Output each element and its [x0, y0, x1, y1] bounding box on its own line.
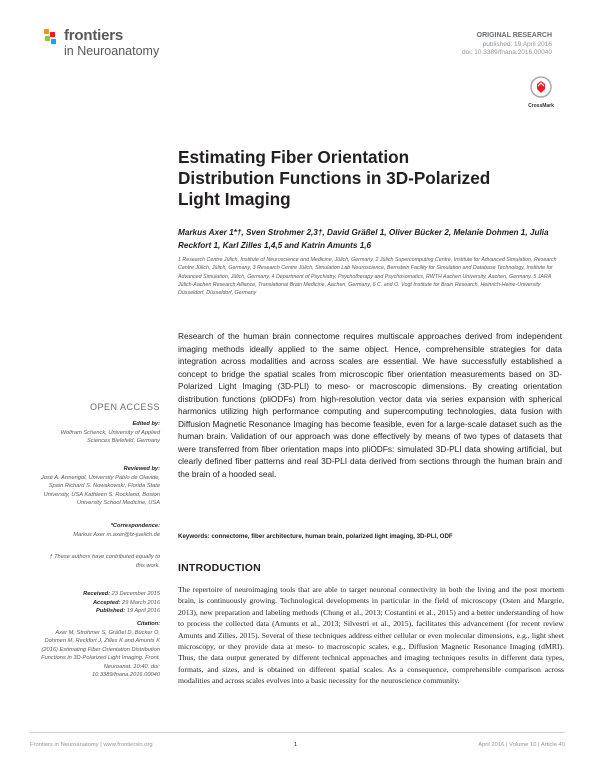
received-date: 23 December 2015: [111, 591, 160, 597]
introduction-paragraph: The repertoire of neuroimaging tools that are able to target neuronal connectivity in both the living and the post mortem brain, is continuously growing. Technological developments in particular in the field of microscopy (Osten and Margrie, 2013), new preparation and labeling methods (Chung et al., 2013; Costantini et al., 2015) and a better understanding of how to process the collected data (Amunts et al., 2013; Silvestri et al., 2015), facilitates this advancement (for recent review Amunts and Zilles, 2015). Several of these techniques address either cellular or even molecular dimensions, e.g., light sheet microscopy, or they provide data at meso- to macroscopic scales, e.g., Diffusion Magnetic Resonance Imaging (dMRI). Thus, the data output generated by different technical approaches and imaging techniques results in different data types, formats, and sizes, and is obtained on different spatial scales. As a consequence, comprehensible comparison across modalities and across scales evolves into a basic necessity for the neuroscience community.: [178, 585, 564, 686]
footer-journal[interactable]: Frontiers in Neuroanatomy | www.frontiersin.org: [30, 742, 153, 748]
edited-by-block: [40, 420, 160, 446]
published-date: published: 19 April 2016: [482, 41, 552, 48]
reviewed-by-block: [40, 465, 160, 508]
author-list: Markus Axer 1*†, Sven Strohmer 2,3†, David Gräßel 1, Oliver Bücker 2, Melanie Dohmen 1, Julia Reckfort 1, Karl Zilles 1,4,5 and Katrin Amunts 1,6: [178, 228, 549, 250]
article-type: ORIGINAL RESEARCH: [476, 32, 552, 39]
crossmark-badge[interactable]: [524, 76, 558, 109]
accepted-label: Accepted:: [92, 599, 121, 606]
accepted-date: 29 March 2016: [122, 599, 160, 606]
crossmark-icon: [530, 76, 552, 98]
citation-label: Citation:: [136, 621, 160, 627]
edited-by-label: Edited by:: [132, 421, 160, 427]
sidebar-published-date: 19 April 2016: [126, 608, 160, 614]
frontiers-logo-icon: [42, 27, 62, 47]
correspondence-info[interactable]: Markus Axer m.axer@fz-juelich.de: [73, 531, 160, 538]
doi-link[interactable]: doi: 10.3389/fnana.2016.00040: [461, 49, 552, 56]
journal-name: in Neuroanatomy: [64, 44, 160, 58]
page-number: 1: [294, 742, 298, 748]
open-access-label: OPEN ACCESS: [89, 402, 160, 412]
reviewer-info: José A. Armengol, University Pablo de Olavide, Spain Richard S. Nowakowski, Florida State University, USA Kathleen S. Rockland, Boston University School Medicine, USA: [40, 474, 160, 506]
editor-info: Wolfram Schenck, University of Applied Sciences Bielefeld, Germany: [60, 429, 160, 444]
reviewed-by-label: Reviewed by:: [123, 466, 160, 472]
crossmark-label: CrossMark: [528, 103, 554, 109]
footer-divider: [30, 732, 565, 733]
equal-contribution-note: † These authors have contributed equally to this work.: [49, 554, 160, 569]
introduction-heading: INTRODUCTION: [178, 562, 261, 574]
correspondence-block: [40, 522, 160, 539]
footer-issue: April 2016 | Volume 10 | Article 40: [478, 742, 565, 748]
published-label: Published:: [96, 608, 126, 614]
abstract: Research of the human brain connectome requires multiscale approaches derived from independent imaging methods ideally applied to the same object. Hence, comprehensible strategies for data integration across modalities and across scales are essential. We have successfully established a concept to bridge the spatial scales from microscopic fiber orientation measurements based on 3D-Polarized Light Imaging (3D-PLI) to meso- or macroscopic dimensions. By creating orientation distribution functions (pliODFs) from high-resolution vector data via series expansion with spherical harmonics utilizing high performance computing and supercomputing technologies, data fusion with Diffusion Magnetic Resonance Imaging has become feasible, even for a large-scale dataset such as the human brain. Validation of our approach was done effectively by means of two types of datasets that were transferred from fiber orientation maps into pliODFs: simulated 3D-PLI data showing artificial, but clearly defined fiber patterns and real 3D-PLI data derived from sections through the human brain and the brain of a hooded seal.: [178, 331, 562, 479]
received-label: Received:: [83, 591, 111, 597]
keywords: Keywords: connectome, fiber architecture, human brain, polarized light imaging, 3D-PLI, ODF: [178, 533, 453, 540]
citation-block: [40, 620, 160, 680]
citation-text: Axer M, Strohmer S, Gräßel D, Bücker O, Dohmen M, Reckfort J, Zilles K and Amunts K (2016) Estimating Fiber Orientation Distribution Functions in 3D-Polarized Light Imaging. Front. Neuroanat. 10:40. doi: 10.3389/fnana.2016.00040: [41, 629, 160, 678]
dates-block: [40, 590, 160, 616]
affiliations: 1 Research Centre Jülich, Institute of Neuroscience and Medicine, Jülich, Germany, 2 Jülich Supercomputing Centre, Institute for Advanced Simulation, Research Centre Jülich, Jülich, Germany, 3 Research Centre Jülich, Simulation Lab Neuroscience, Bernstein Facility for Simulation and Database Technology, Institute for Advanced Simulation, Jülich, Germany, 4 Department of Psychiatry, Psychotherapy and Psychosomatics, RWTH Aachen University, Aachen, Germany, 5 JARA Jülich-Aachen Research Alliance, Translational Brain Medicine, Aachen, Germany, 6 C. and O. Vogt Institute for Brain Research, Heinrich-Heine-University Düsseldorf, Düsseldorf, Germany: [178, 257, 557, 297]
journal-brand: frontiers: [64, 27, 124, 44]
correspondence-label: *Correspondence:: [110, 523, 160, 529]
article-title: Estimating Fiber Orientation Distribution Functions in 3D-Polarized Light Imaging: [178, 147, 491, 209]
